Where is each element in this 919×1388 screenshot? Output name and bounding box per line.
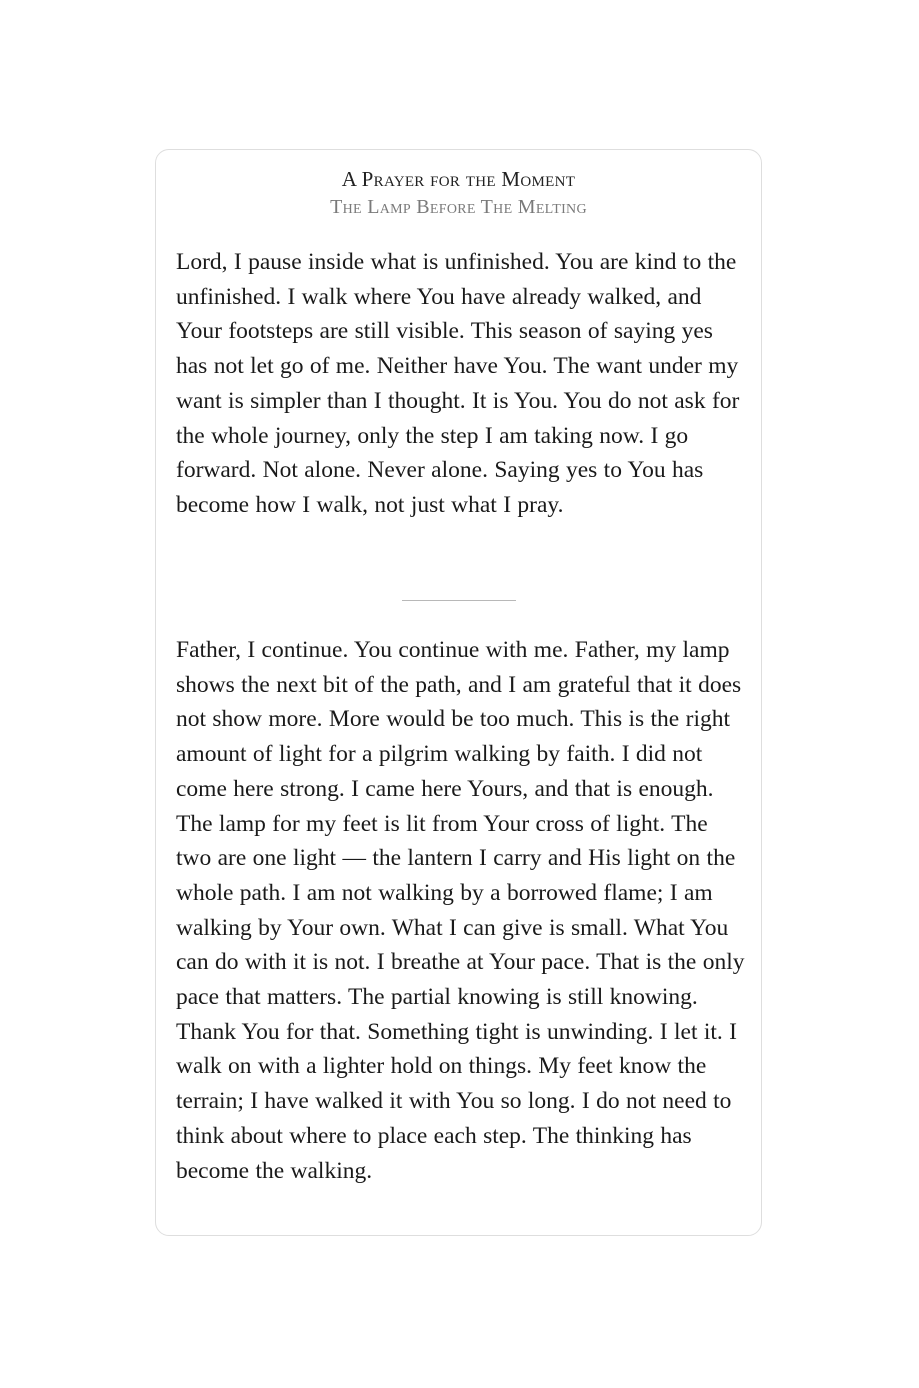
prayer-card [155, 149, 762, 1236]
prayer-title: A Prayer for the Moment [341, 167, 576, 191]
prayer-paragraph-1: Lord, I pause inside what is unfinished. You are kind to the unfinished. I walk where You have already walked, and Your footsteps are still visible. This season of saying yes has not let go of me. Neither have You. The want under my want is simpler than I thought. It is You. You do not ask for the whole journey, only the step I am taking now. I go forward. Not alone. Never alone. Saying yes to You has become how I walk, not just what I pray. [176, 249, 740, 518]
prayer-subtitle: The Lamp Before The Melting [330, 196, 587, 218]
section-divider [402, 600, 516, 601]
prayer-paragraph-2: Father, I continue. You continue with me. Father, my lamp shows the next bit of the path, and I am grateful that it does not show more. More would be too much. This is the right amount of light for a pilgrim walking by faith. I did not come here strong. I came here Yours, and that is enough. The lamp for my feet is lit from Your cross of light. The two are one light — the lantern I carry and His light on the whole path. I am not walking by a borrowed flame; I am walking by Your own. What I can give is small. What You can do with it is not. I breathe at Your pace. That is the only pace that matters. The partial knowing is still knowing. Thank You for that. Something tight is unwinding. I let it. I walk on with a lighter hold on things. My feet know the terrain; I have walked it with You so long. I do not need to think about where to place each step. The thinking has become the walking. [176, 637, 745, 1184]
